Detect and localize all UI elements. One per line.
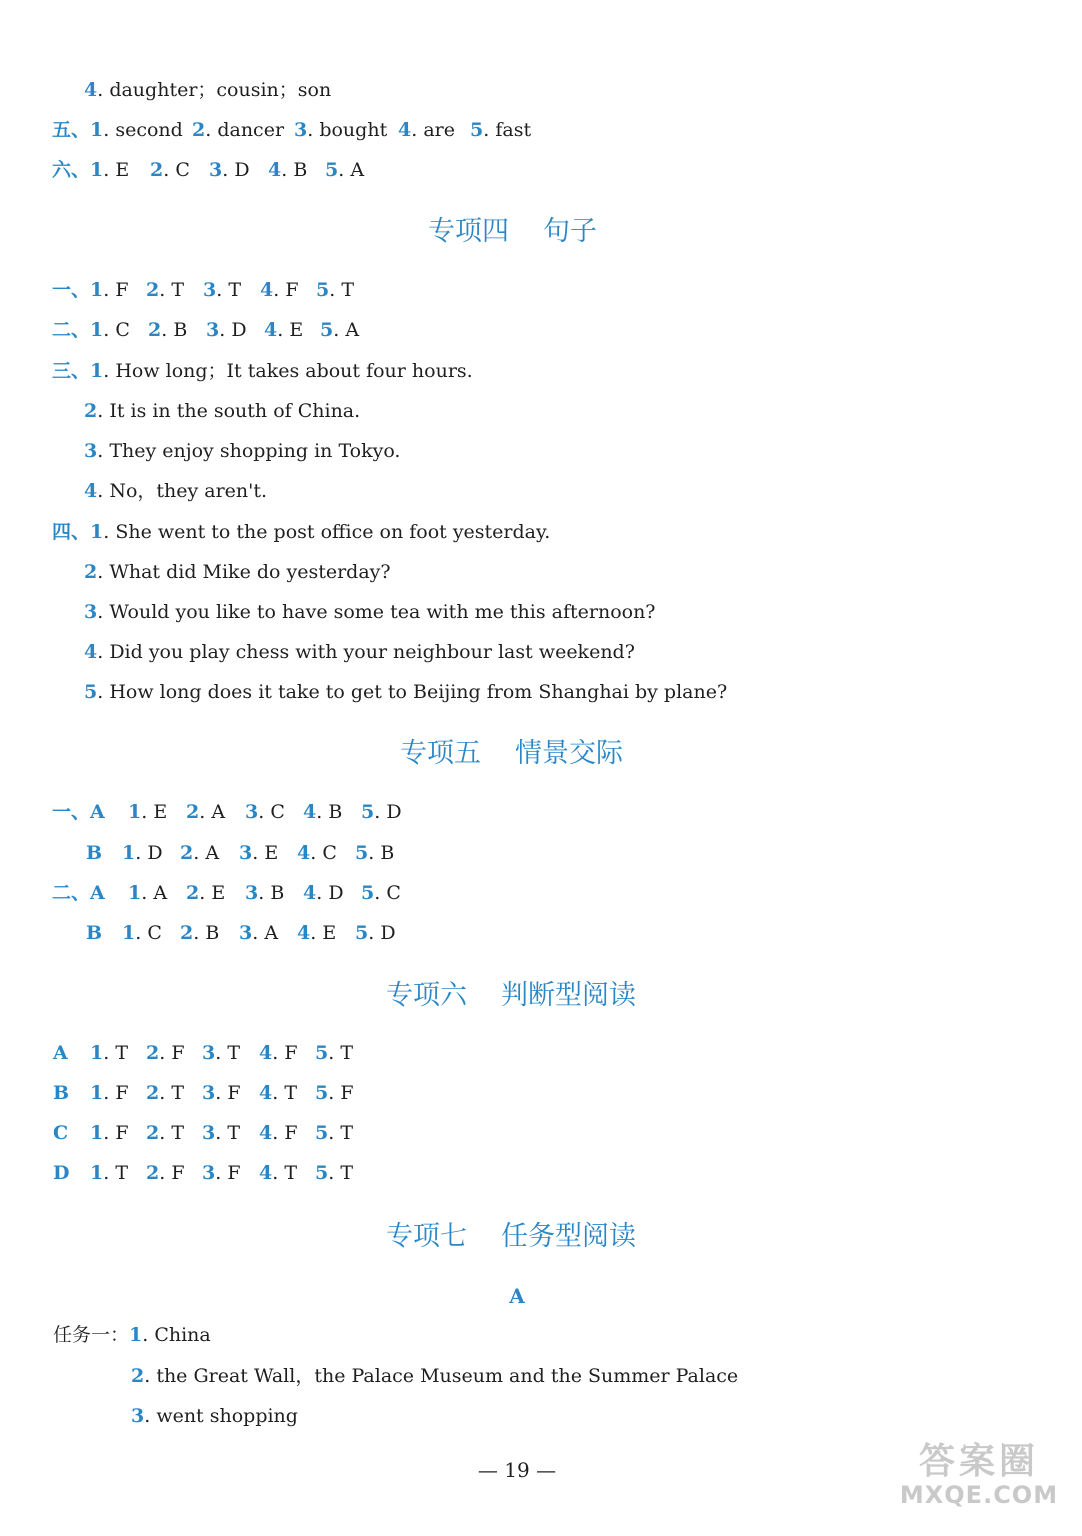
section-prefix: 五、 bbox=[52, 119, 91, 141]
answer-line: 3. Would you like to have some tea with me this afternoon? bbox=[84, 601, 656, 623]
answer-row-er-b: B 1. C 2. B 3. A 4. E 5. D bbox=[86, 922, 396, 944]
answer-line: 四、1. She went to the post office on foot yesterday. bbox=[52, 521, 551, 543]
subsection-label: A bbox=[509, 1284, 525, 1308]
watermark-logo: 答案圈 MXQE.COM bbox=[899, 1441, 1059, 1509]
answer-row-yi-a: 一、A 1. E 2. A 3. C 4. B 5. D bbox=[52, 801, 402, 823]
section-heading-5: 专项五 情景交际 bbox=[400, 738, 623, 769]
page-number: — 19 — bbox=[477, 1458, 557, 1482]
answer-line: 3. went shopping bbox=[131, 1405, 298, 1427]
answer-row-er: 二、1. C 2. B 3. D 4. E 5. A bbox=[52, 319, 360, 341]
answer-line: 任务一：1. China bbox=[53, 1324, 211, 1346]
answer-line bbox=[84, 78, 331, 102]
answer-row-yi-b: B 1. D 2. A 3. E 4. C 5. B bbox=[86, 842, 395, 864]
answer-line: 三、1. How long；It takes about four hours. bbox=[52, 360, 473, 382]
section-prefix: 六、 bbox=[52, 159, 91, 181]
answer-line: 5. How long does it take to get to Beijing from Shanghai by plane? bbox=[84, 681, 728, 703]
answer-line: 4. Did you play chess with your neighbour last weekend? bbox=[84, 641, 635, 663]
answer-row-liu: 六、1. E 2. C 3. D 4. B 5. A bbox=[52, 159, 365, 181]
answer-row-a: A 1. T 2. F 3. T 4. F 5. T bbox=[53, 1042, 353, 1064]
answer-row-d: D 1. T 2. F 3. F 4. T 5. T bbox=[53, 1162, 353, 1184]
answer-line: 3. They enjoy shopping in Tokyo. bbox=[84, 440, 401, 462]
answer-text: . daughter；cousin；son bbox=[97, 79, 332, 101]
answer-line: 4. No，they aren't. bbox=[84, 480, 268, 502]
section-heading-4: 专项四 句子 bbox=[428, 216, 597, 247]
answer-row-yi: 一、1. F 2. T 3. T 4. F 5. T bbox=[52, 279, 355, 301]
answer-row-c: C 1. F 2. T 3. T 4. F 5. T bbox=[53, 1122, 353, 1144]
answer-row-wu: 五、1. second 2. dancer 3. bought 4. are 5. fast bbox=[52, 119, 532, 141]
answer-line: 2. What did Mike do yesterday? bbox=[84, 561, 391, 583]
task-prefix: 任务一： bbox=[53, 1324, 130, 1346]
answer-row-b: B 1. F 2. T 3. F 4. T 5. F bbox=[53, 1082, 354, 1104]
section-heading-7: 专项七 任务型阅读 bbox=[386, 1221, 636, 1252]
section-heading-6: 专项六 判断型阅读 bbox=[386, 980, 636, 1011]
item-number: 4 bbox=[84, 79, 98, 101]
answer-row-er-a: 二、A 1. A 2. E 3. B 4. D 5. C bbox=[52, 882, 401, 904]
answer-line: 2. It is in the south of China. bbox=[84, 400, 361, 422]
answer-line: 2. the Great Wall，the Palace Museum and the Summer Palace bbox=[131, 1365, 739, 1387]
